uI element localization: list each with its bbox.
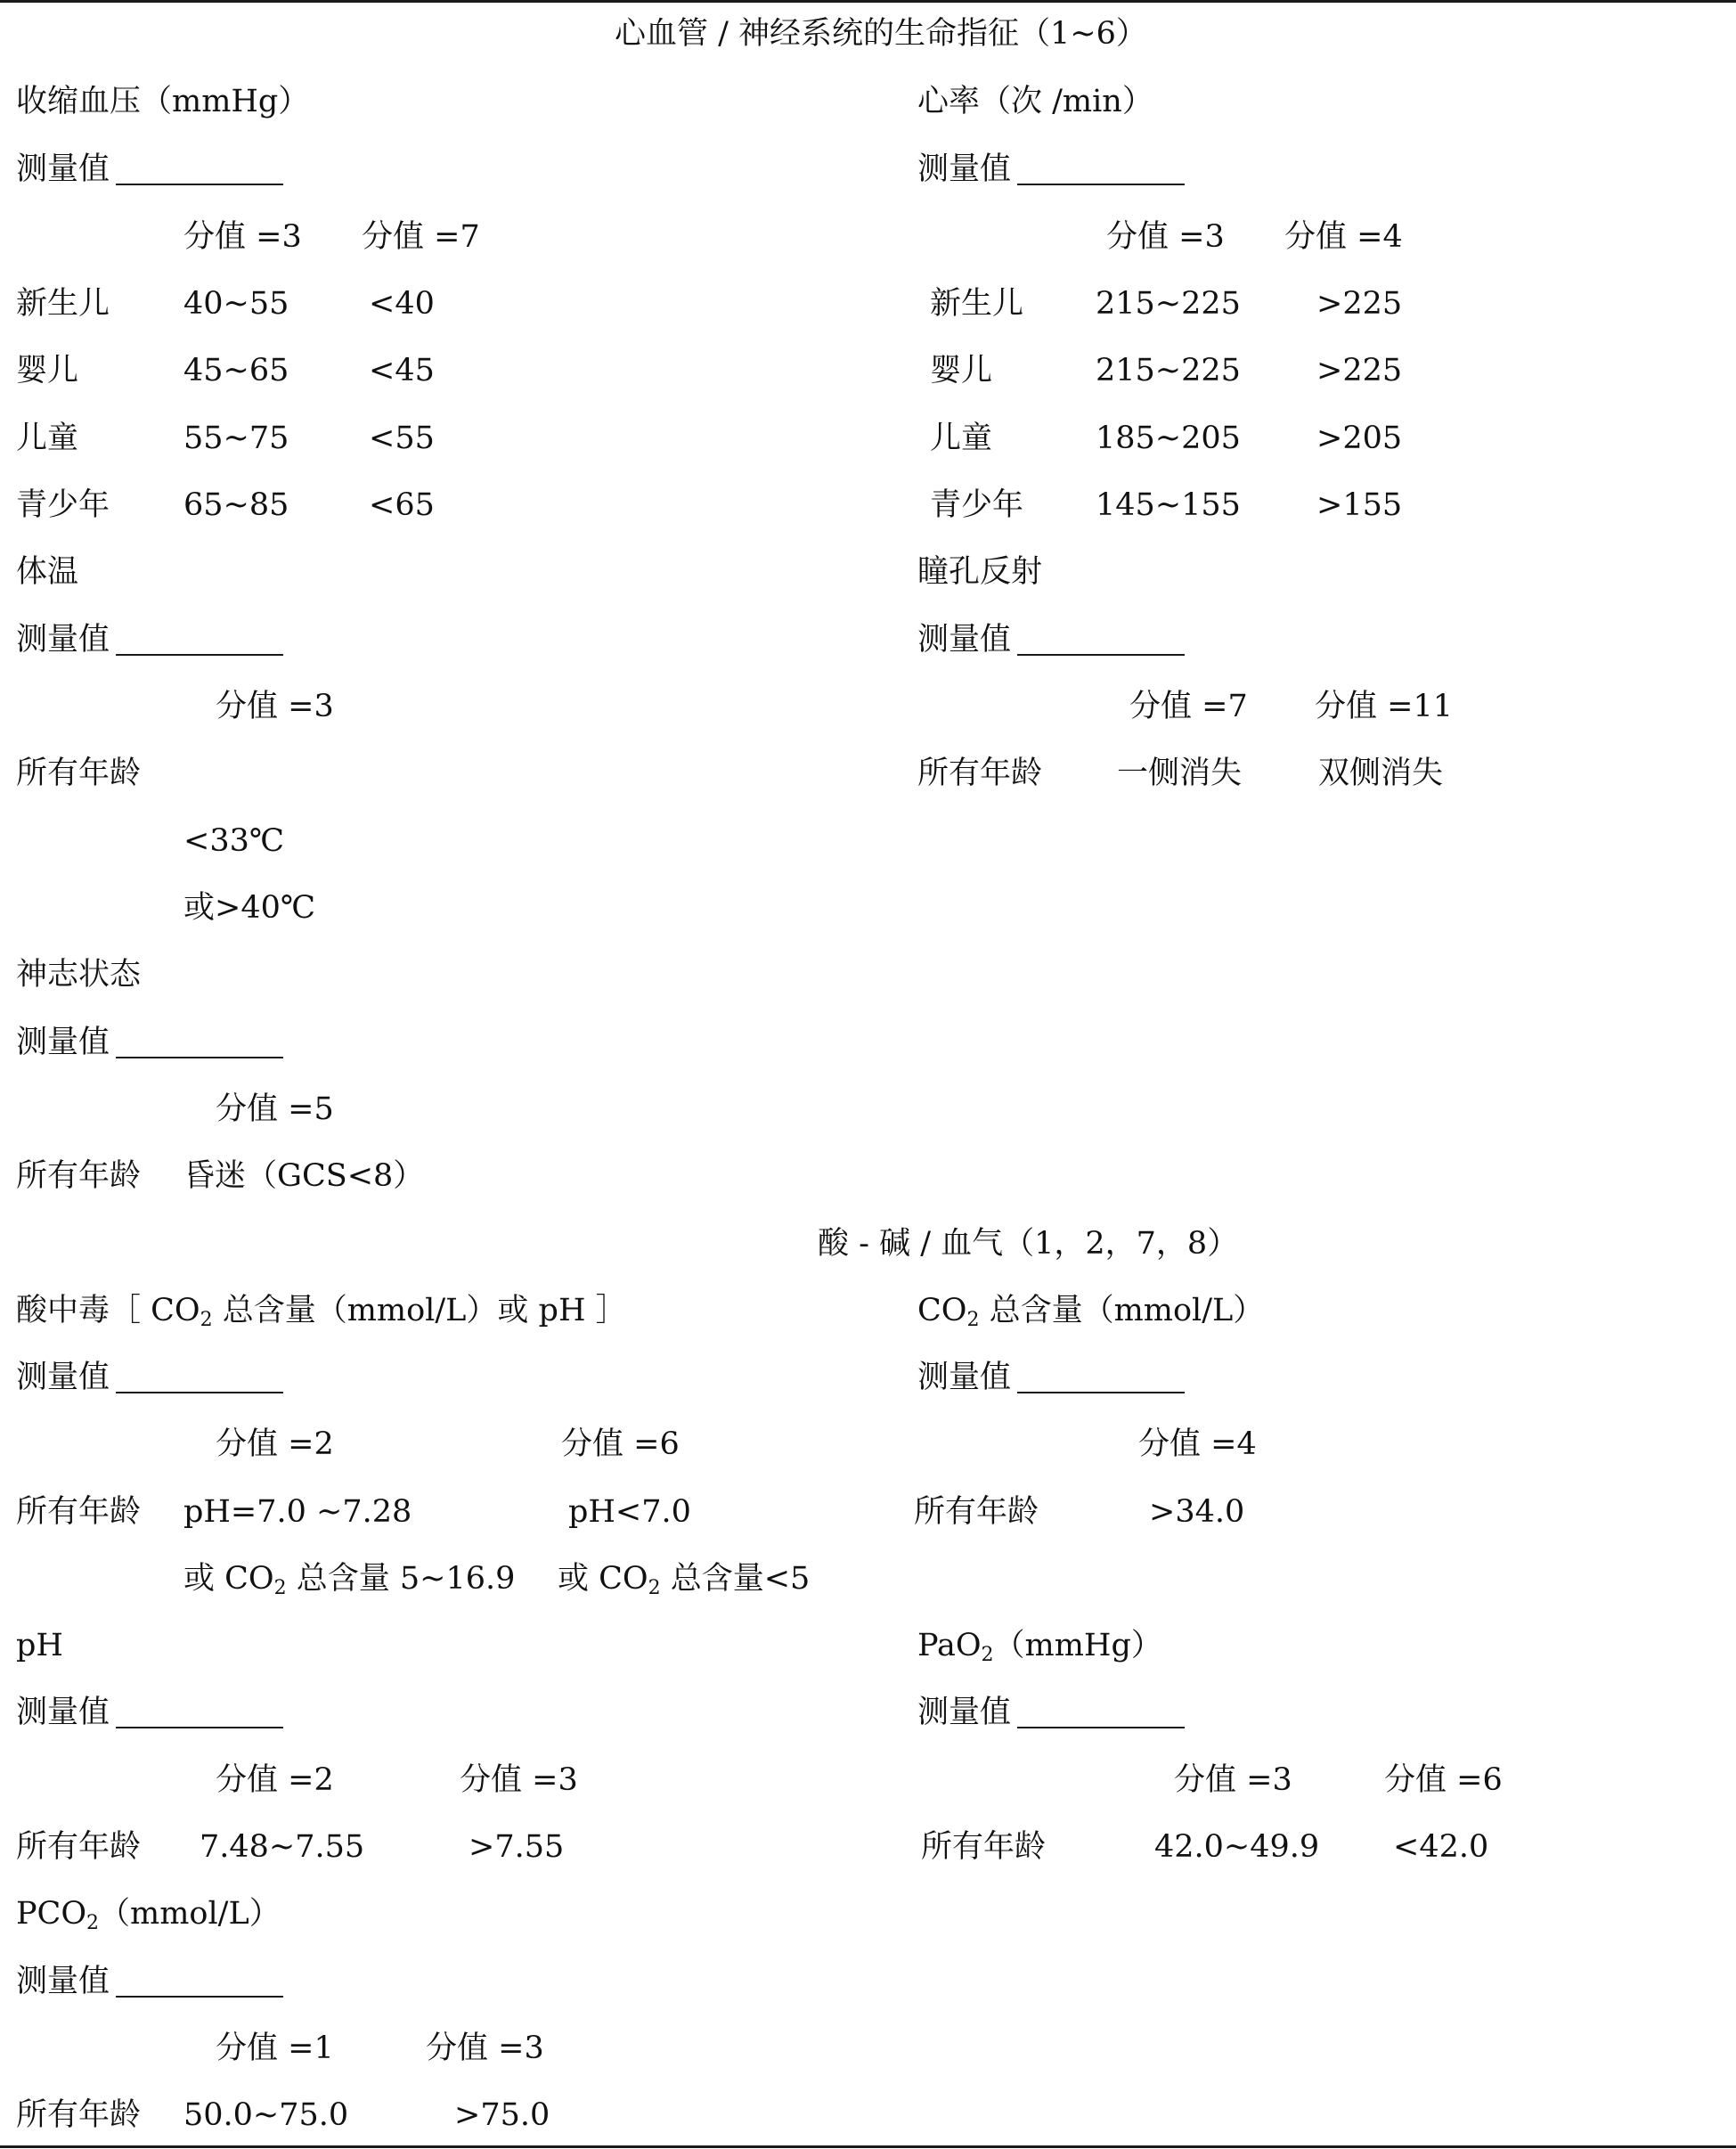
ph-label: pH — [16, 1628, 63, 1663]
sbp-age-infant: 婴儿 — [16, 353, 79, 388]
ph-range: 7.48~7.55 — [200, 1829, 365, 1865]
acidosis-measure-blank — [116, 1392, 283, 1393]
section-title-cardio-neuro: 心血管 / 神经系统的生命指征（1~6） — [615, 16, 1147, 52]
sbp-age-child: 儿童 — [16, 421, 79, 456]
sbp-child-score3: 55~75 — [183, 421, 289, 456]
top-rule — [0, 0, 1736, 3]
sbp-adolescent-score3: 65~85 — [183, 487, 289, 523]
mental-measure-blank — [116, 1057, 283, 1058]
hr-infant-score3: 215~225 — [1096, 353, 1241, 388]
hr-age-infant: 婴儿 — [930, 353, 993, 388]
hr-neonate-score3: 215~225 — [1096, 286, 1241, 322]
temp-low: <33℃ — [183, 823, 285, 859]
co2-label: $CO_2$ 总含量（mmol/L） — [917, 1293, 1265, 1331]
ph-header-score-3: 分值 =3 — [460, 1762, 578, 1798]
sbp-child-score7: <55 — [369, 421, 435, 456]
pao2-label: PaO$_2$（mmHg） — [917, 1628, 1162, 1666]
temp-measure-label: 测量值 — [16, 622, 110, 658]
mental-header-score-5: 分值 =5 — [216, 1091, 334, 1127]
co2-measure-blank — [1017, 1392, 1185, 1393]
temp-header-score-3: 分值 =3 — [216, 689, 334, 724]
hr-label: 心率（次 /min） — [917, 84, 1153, 119]
pco2-header-score-3: 分值 =3 — [426, 2031, 544, 2066]
hr-header-score-4: 分值 =4 — [1284, 219, 1403, 255]
hr-age-adolescent: 青少年 — [930, 487, 1024, 523]
temp-label: 体温 — [16, 554, 79, 590]
acidosis-ph-low: pH<7.0 — [568, 1494, 691, 1530]
temp-high: 或>40℃ — [183, 890, 316, 926]
sbp-age-neonate: 新生儿 — [16, 286, 110, 322]
sbp-header-score-7: 分值 =7 — [362, 219, 480, 255]
pao2-measure-blank — [1017, 1727, 1185, 1728]
pco2-measure-blank — [116, 1996, 283, 1998]
hr-adolescent-score4: >155 — [1316, 487, 1403, 523]
temp-age-all: 所有年龄 — [16, 756, 142, 791]
hr-age-child: 儿童 — [930, 421, 993, 456]
pco2-high: >75.0 — [454, 2097, 550, 2133]
hr-measure-label: 测量值 — [917, 151, 1012, 187]
pupil-measure-label: 测量值 — [917, 622, 1012, 658]
pco2-measure-label: 测量值 — [16, 1964, 110, 1999]
hr-age-neonate: 新生儿 — [930, 286, 1024, 322]
pupil-bilateral: 双侧消失 — [1318, 756, 1444, 791]
pao2-range: 42.0~49.9 — [1154, 1829, 1320, 1865]
sbp-measure-blank — [116, 184, 283, 185]
hr-child-score4: >205 — [1316, 421, 1403, 456]
acidosis-header-score-2: 分值 =2 — [216, 1426, 334, 1462]
acidosis-measure-label: 测量值 — [16, 1360, 110, 1395]
hr-measure-blank — [1017, 184, 1185, 185]
acidosis-co2-range: 或 $CO_2$ 总含量 5~16.9 — [183, 1561, 516, 1599]
acidosis-ph-range: pH=7.0 ~7.28 — [183, 1494, 412, 1530]
pco2-range: 50.0~75.0 — [183, 2097, 349, 2133]
mental-age-all: 所有年龄 — [16, 1158, 142, 1194]
pupil-unilateral: 一侧消失 — [1117, 756, 1243, 791]
sbp-measure-label: 测量值 — [16, 151, 110, 187]
sbp-neonate-score3: 40~55 — [183, 286, 289, 322]
hr-neonate-score4: >225 — [1316, 286, 1403, 322]
pao2-low: <42.0 — [1393, 1829, 1489, 1865]
pco2-age-all: 所有年龄 — [16, 2097, 142, 2133]
pao2-age-all: 所有年龄 — [921, 1829, 1047, 1865]
pupil-header-score-11: 分值 =11 — [1315, 689, 1453, 724]
bottom-rule — [0, 2145, 1736, 2148]
co2-header-score-4: 分值 =4 — [1138, 1426, 1257, 1462]
hr-header-score-3: 分值 =3 — [1106, 219, 1225, 255]
ph-measure-blank — [116, 1727, 283, 1728]
hr-infant-score4: >225 — [1316, 353, 1403, 388]
acidosis-co2-low: 或 $CO_2$ 总含量<5 — [558, 1561, 811, 1599]
ph-measure-label: 测量值 — [16, 1695, 110, 1730]
co2-high: >34.0 — [1149, 1494, 1245, 1530]
sbp-neonate-score7: <40 — [369, 286, 435, 322]
pao2-measure-label: 测量值 — [917, 1695, 1012, 1730]
pao2-header-score-6: 分值 =6 — [1384, 1762, 1503, 1798]
pao2-header-score-3: 分值 =3 — [1174, 1762, 1292, 1798]
acidosis-header-score-6: 分值 =6 — [561, 1426, 680, 1462]
mental-measure-label: 测量值 — [16, 1025, 110, 1060]
sbp-label: 收缩血压（mmHg） — [16, 84, 310, 119]
hr-adolescent-score3: 145~155 — [1096, 487, 1241, 523]
acidosis-label: 酸中毒［ $CO_2$ 总含量（mmol/L）或 pH ］ — [16, 1293, 627, 1331]
pupil-measure-blank — [1017, 654, 1185, 656]
sbp-adolescent-score7: <65 — [369, 487, 435, 523]
section-title-acid-base: 酸 - 碱 / 血气（1，2，7，8） — [818, 1226, 1239, 1262]
hr-child-score3: 185~205 — [1096, 421, 1241, 456]
ph-header-score-2: 分值 =2 — [216, 1762, 334, 1798]
temp-measure-blank — [116, 654, 283, 656]
sbp-age-adolescent: 青少年 — [16, 487, 110, 523]
pco2-label: $PCO_2(mmol/L)$ — [16, 1896, 281, 1934]
pupil-age-all: 所有年龄 — [917, 756, 1043, 791]
mental-label: 神志状态 — [16, 957, 142, 993]
pupil-header-score-7: 分值 =7 — [1129, 689, 1248, 724]
ph-age-all: 所有年龄 — [16, 1829, 142, 1865]
pupil-label: 瞳孔反射 — [917, 554, 1043, 590]
acidosis-age-all: 所有年龄 — [16, 1494, 142, 1530]
sbp-infant-score7: <45 — [369, 353, 435, 388]
pco2-header-score-1: 分值 =1 — [216, 2031, 334, 2066]
co2-age-all: 所有年龄 — [914, 1494, 1039, 1530]
co2-measure-label: 测量值 — [917, 1360, 1012, 1395]
sbp-header-score-3: 分值 =3 — [183, 219, 302, 255]
mental-coma: 昏迷（GCS<8） — [183, 1158, 425, 1194]
ph-high: >7.55 — [469, 1829, 565, 1865]
sbp-infant-score3: 45~65 — [183, 353, 289, 388]
